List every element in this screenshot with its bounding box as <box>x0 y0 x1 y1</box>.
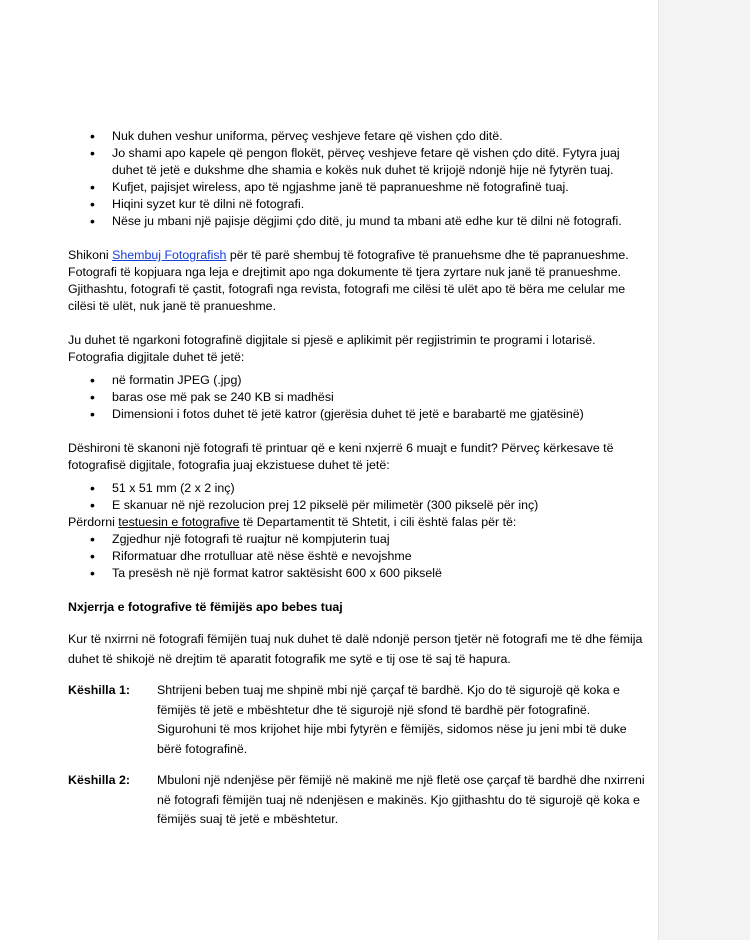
comment-margin-pane <box>658 0 750 940</box>
scan-paragraph: Dëshironi të skanoni një fotografi të printuar që e keni nxjerrë 6 muajt e fundit? Përveç kërkesave të fotografisë digjitale, fotografia juaj ekzistuese duhet të jetë: <box>68 441 614 472</box>
list-item: • Ta presësh në një format katror saktësisht 600 x 600 pikselë <box>68 565 648 582</box>
examples-paragraph: Shikoni Shembuj Fotografish për të parë shembuj të fotografive të pranuehsme dhe të papranueshme. Fotografi të kopjuara nga leja e drejtimit apo nga dokumente të tjera zyrtare nuk janë të pranueshme. Gjithashtu, fotografi të çastit, fotografi nga revista, fotografi me cilësi të ulët apo të bëra me celular me cilësi të ulët, nuk janë të pranueshme. <box>68 248 629 313</box>
list-item: • baras ose më pak se 240 KB si madhësi <box>68 389 648 406</box>
list-item: • në formatin JPEG (.jpg) <box>68 372 648 389</box>
tip-label: Këshilla 1: <box>68 683 130 697</box>
upload-paragraph: Ju duhet të ngarkoni fotografinë digjitale si pjesë e aplikimit për regjistrimin te programi i lotarisë. Fotografia digjitale duhet të jetë: <box>68 333 596 364</box>
child-photo-heading: Nxjerrja e fotografive të fëmijës apo bebes tuaj <box>68 600 343 614</box>
tip-label: Këshilla 2: <box>68 773 130 787</box>
photo-tool-paragraph: Përdorni testuesin e fotografive të Departamentit të Shtetit, i cili është falas për të: <box>68 515 517 529</box>
list-item: • Nuk duhen veshur uniforma, përveç veshjeve fetare që vishen çdo ditë. <box>68 128 648 145</box>
photo-examples-link[interactable]: Shembuj Fotografish <box>112 248 227 262</box>
photo-tool-list <box>68 531 648 582</box>
tip-text: Mbuloni një ndenjëse për fëmijë në makinë me një fletë ose çarçaf të bardhë dhe nxirreni në fotografi fëmijën tuaj në ndenjësen e makinës. Kjo gjithashtu do të sigurojë që koka e fëmijës suaj të jetë e mbështetur. <box>157 773 645 826</box>
tip-text: Shtrijeni beben tuaj me shpinë mbi një çarçaf të bardhë. Kjo do të sigurojë që koka e fëmijës të jetë e mbështetur dhe të sigurojë një sfond të bardhë për fotografinë. Sigurohuni të mos krijohet hije mbi fytyrën e fëmijës, sidomos nëse ju jeni mbi të duke bërë fotografinë. <box>157 683 627 756</box>
list-item: • Hiqini syzet kur të dilni në fotografi. <box>68 196 648 213</box>
list-item: • 51 x 51 mm (2 x 2 inç) <box>68 480 648 497</box>
list-item: • Riformatuar dhe rrotulluar atë nëse është e nevojshme <box>68 548 648 565</box>
list-item: • Zgjedhur një fotografi të ruajtur në kompjuterin tuaj <box>68 531 648 548</box>
tip-2 <box>68 771 648 830</box>
list-item: • Nëse ju mbani një pajisje dëgjimi çdo ditë, ju mund ta mbani atë edhe kur të dilni në fotografi. <box>68 213 648 230</box>
list-item: • Kufjet, pajisjet wireless, apo të ngjashme janë të papranueshme në fotografinë tuaj. <box>68 179 648 196</box>
list-item: • Dimensioni i fotos duhet të jetë katror (gjerësia duhet të jetë e barabartë me gjatësinë) <box>68 406 648 423</box>
attire-rules-list <box>68 128 648 230</box>
scan-requirements-list <box>68 480 648 514</box>
photo-tester-link[interactable]: testuesin e fotografive <box>118 515 240 529</box>
child-photo-paragraph: Kur të nxirrni në fotografi fëmijën tuaj nuk duhet të dalë ndonjë person tjetër në fotografi me të dhe fëmija duhet të shikojë në drejtim të aparatit fotografik me sytë e tij ose të saj të hapura. <box>68 632 643 666</box>
page-content <box>68 128 648 830</box>
tip-1 <box>68 681 648 759</box>
list-item: • E skanuar në një rezolucion prej 12 pikselë për milimetër (300 pikselë për inç) <box>68 497 648 514</box>
digital-requirements-list <box>68 372 648 423</box>
list-item: • Jo shami apo kapele që pengon flokët, përveç veshjeve fetare që vishen çdo ditë. Fytyra juaj duhet të jetë e dukshme dhe shamia e kokës nuk duhet të krijojë ndonjë hije në fytyrën tuaj. <box>68 145 648 179</box>
